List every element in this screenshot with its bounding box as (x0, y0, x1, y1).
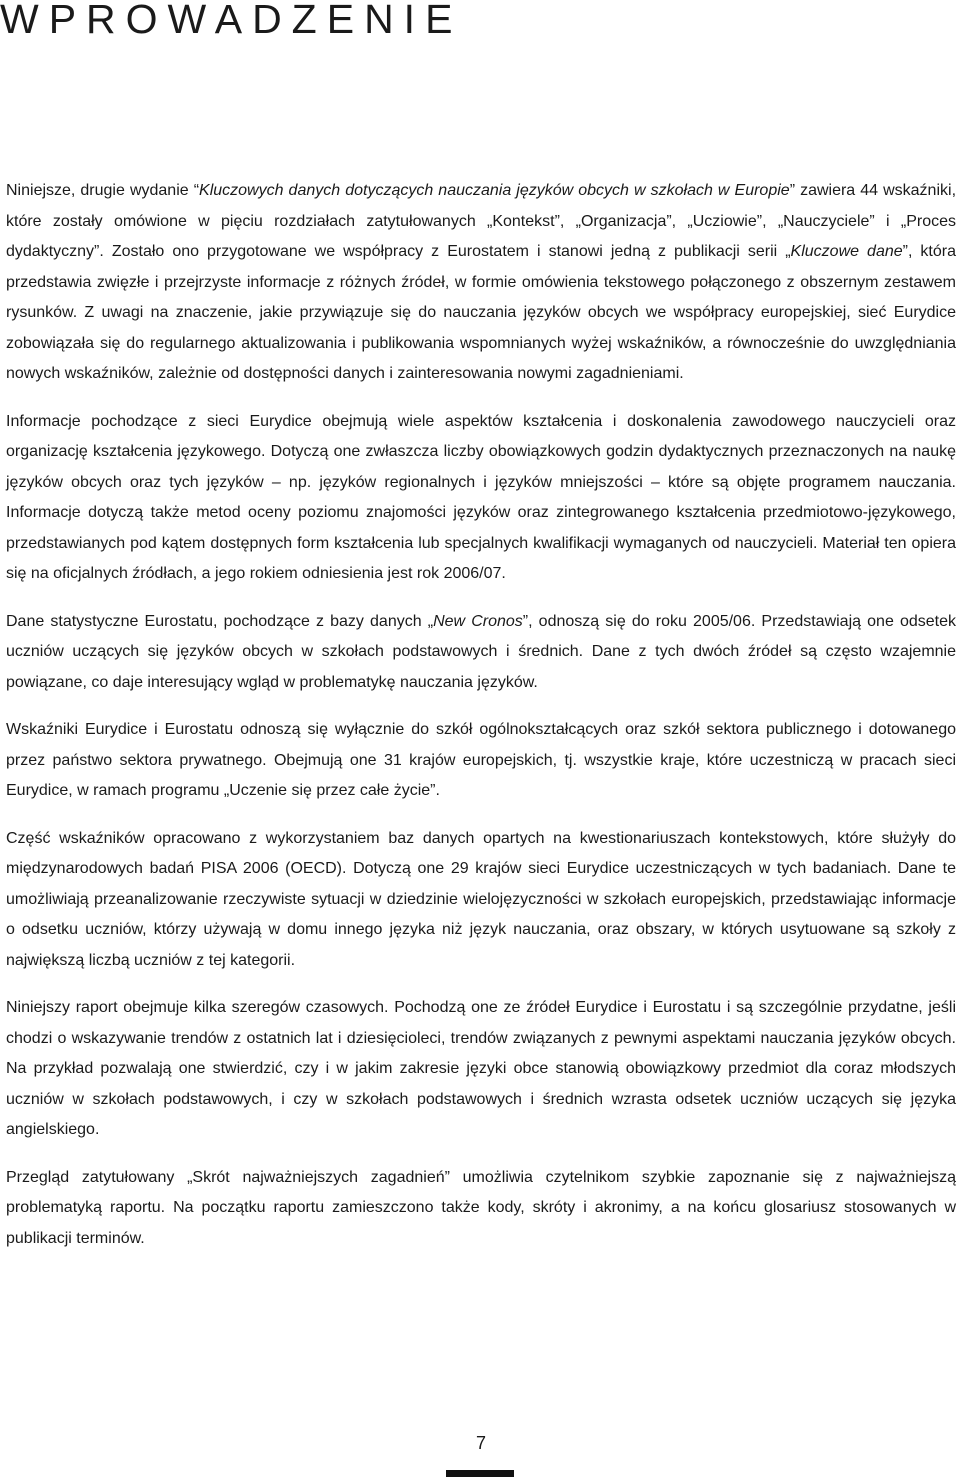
paragraph-pisa (6, 824, 956, 977)
text-run: Niniejsze, drugie wydanie “ (6, 182, 200, 199)
text-run: ” zawiera 44 wskaźniki, które zostały omówione w pięciu rozdziałach zatytułowanych „Kontekst”, „Organizacja”, „Ucziowie”, „Nauczyciele” i „Proces dydaktyczny”. Zostało ono przygotowane we współpracy z Eurostatem i stanowi jedną z publikacji serii „ (6, 182, 957, 260)
text-run-italic: New Cronos (433, 612, 523, 630)
paragraph-indicators-scope (6, 715, 956, 807)
text-run: Wskaźniki Eurydice i Eurostatu odnoszą się wyłącznie do szkół ogólnokształcących oraz szkół sektora publicznego i dotowanego przez państwo sektora prywatnego. Obejmują one 31 krajów europejskich, tj. wszystkie kraje, które uczestniczą w pracach sieci Eurydice, w ramach programu „Uczenie się przez całe życie”. (6, 721, 956, 799)
page-number-bar (446, 1470, 514, 1477)
text-run: Niniejszy raport obejmuje kilka szeregów czasowych. Pochodzą one ze źródeł Eurydice i Eurostatu i są szczególnie przydatne, jeśli chodzi o wskazywanie trendów z ostatnich lat i dziesięcioleci, trendów związanych z pewnymi aspektami nauczania języków obcych. Na przykład pozwalają one stwierdzić, czy i w jakim zakresie języki obce stanowią obowiązkowy przedmiot dla coraz młodszych uczniów w szkołach podstawowych, i czy w szkołach podstawowych i średnich wzrasta odsetek uczniów uczących się języka angielskiego. (6, 999, 956, 1138)
text-run: ”, odnoszą się do roku 2005/06. Przedstawiają one odsetek uczniów uczących się języków obcych w szkołach podstawowych i średnich. Dane z tych dwóch źródeł są często wzajemnie powiązane, co daje interesujący wgląd w problematykę nauczania języków. (6, 612, 956, 691)
text-run-italic: Kluczowych danych dotyczących nauczania języków obcych w szkołach w Europie (199, 182, 790, 199)
body-text (6, 176, 956, 1271)
text-run: Część wskaźników opracowano z wykorzystaniem baz danych opartych na kwestionariuszach kontekstowych, które służyły do międzynarodowych badań PISA 2006 (OECD). Dotyczą one 29 krajów sieci Eurydice uczestniczących w tych badaniach. Dane te umożliwiają przeanalizowanie rzeczywiste sytuacji w dziedzinie wielojęzyczności w szkołach europejskich, przedstawiając informacje o odsetku uczniów, którzy używają w domu innego języka niż język nauczania, oraz obszary, w których usytuowane są szkoły z największą liczbą uczniów z tej kategorii. (6, 829, 956, 969)
paragraph-eurostat-data (6, 607, 956, 699)
text-run: Informacje pochodzące z sieci Eurydice obejmują wiele aspektów kształcenia i doskonalenia zawodowego nauczycieli oraz organizację kształcenia językowego. Dotyczą one zwłaszcza liczby obowiązkowych godzin dydaktycznych przeznaczonych na naukę języków obcych oraz tych języków – np. języków regionalnych i języków mniejszości – które są objęte programem nauczania. Informacje dotyczą także metod oceny poziomu znajomości języków oraz zintegrowanego kształcenia przedmiotowo-językowego, przedstawianych pod kątem dostępnych form kształcenia lub specjalnych kwalifikacji wymaganych od nauczycieli. Materiał ten opiera się na oficjalnych źródłach, a jego rokiem odniesienia jest rok 2006/07. (6, 412, 956, 582)
text-run-italic: Kluczowe dane (790, 243, 903, 260)
text-run: Przegląd zatytułowany „Skrót najważniejszych zagadnień” umożliwia czytelnikom szybkie zapoznanie się z najważniejszą problematyką raportu. Na początku raportu zamieszczono także kody, skróty i akronimy, a na końcu glosariusz stosowanych w publikacji terminów. (6, 1168, 956, 1247)
text-run: Dane statystyczne Eurostatu, pochodzące z bazy danych „ (6, 612, 434, 630)
paragraph-eurydice-info (6, 407, 956, 590)
page-title: WPROWADZENIE (0, 0, 463, 42)
paragraph-overview (6, 1163, 956, 1255)
paragraph-intro (6, 176, 956, 390)
paragraph-time-series (6, 993, 956, 1146)
page-number: 7 (475, 1433, 486, 1453)
text-run: ”, która przedstawia zwięzłe i przejrzyste informacje z różnych źródeł, w formie omówienia tekstowego połączonego z obszernym zestawem rysunków. Z uwagi na znaczenie, jakie przywiązuje się do nauczania języków obcych we współpracy europejskiej, sieć Eurydice zobowiązała się do regularnego aktualizowania i publikowania wspomnianych wyżej wskaźników, a równocześnie do uwzględniania nowych wskaźników, zależnie od dostępności danych i zainteresowania nowymi zagadnieniami. (6, 243, 956, 382)
